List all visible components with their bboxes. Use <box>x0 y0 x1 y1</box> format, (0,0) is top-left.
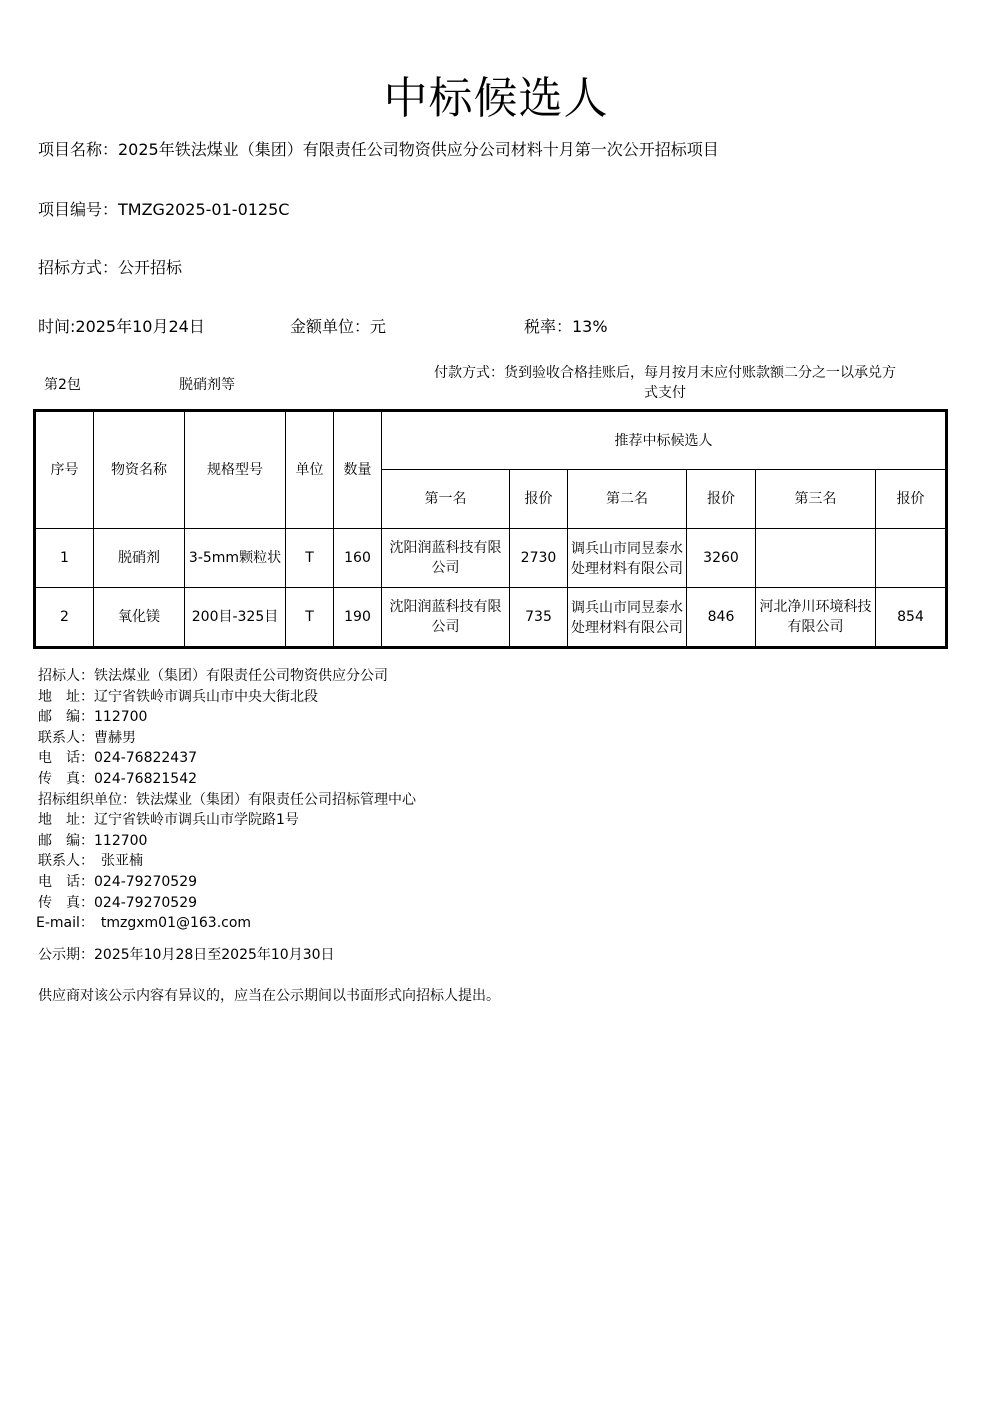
header-spec: 规格型号 <box>185 411 286 529</box>
cell-third-place <box>756 529 876 588</box>
payment-terms-line-2: 式支付 <box>644 385 686 401</box>
payment-terms <box>389 363 941 403</box>
header-third-place: 第三名 <box>756 470 876 529</box>
agency-fax: 传 真：024-79270529 <box>38 894 198 911</box>
cell-third-place: 河北净川环境科技有限公司 <box>756 588 876 648</box>
agency-phone: 电 话：024-79270529 <box>38 873 198 890</box>
cell-first-price: 2730 <box>510 529 568 588</box>
cell-third-price: 854 <box>876 588 947 648</box>
cell-unit: T <box>286 588 334 648</box>
notice-period: 公示期：2025年10月28日至2025年10月30日 <box>38 947 335 963</box>
agency: 招标组织单位：铁法煤业（集团）有限责任公司招标管理中心 <box>38 791 416 808</box>
tax-rate: 税率：13% <box>524 317 608 336</box>
cell-second-place <box>568 529 687 588</box>
header-first-place: 第一名 <box>382 470 510 529</box>
cell-second-price: 846 <box>687 588 756 648</box>
cell-third-price <box>876 529 947 588</box>
announcement-time: 时间:2025年10月24日 <box>38 317 205 336</box>
header-second-price: 报价 <box>687 470 756 529</box>
cell-first-place: 沈阳润蓝科技有限公司 <box>382 529 510 588</box>
tenderer-contact: 联系人：曹赫男 <box>38 729 136 746</box>
header-recommended-candidates: 推荐中标候选人 <box>382 411 947 470</box>
tenderer: 招标人：铁法煤业（集团）有限责任公司物资供应分公司 <box>38 668 388 684</box>
header-third-price: 报价 <box>876 470 947 529</box>
table-header-row <box>35 411 947 470</box>
cell-first-place: 沈阳润蓝科技有限公司 <box>382 588 510 648</box>
cell-material-name: 氧化镁 <box>94 588 185 648</box>
agency-address: 地 址：辽宁省铁岭市调兵山市学院路1号 <box>38 812 299 829</box>
bid-method: 招标方式：公开招标 <box>38 258 183 277</box>
cell-first-price: 735 <box>510 588 568 648</box>
page-title: 中标候选人 <box>383 73 609 124</box>
table-row <box>35 588 947 648</box>
agency-contact: 联系人： 张亚楠 <box>38 853 143 870</box>
table-row <box>35 529 947 588</box>
package-goods: 脱硝剂等 <box>179 377 235 393</box>
cell-second-price: 3260 <box>687 529 756 588</box>
header-second-place: 第二名 <box>568 470 687 529</box>
header-quantity: 数量 <box>334 411 382 529</box>
bid-candidates-table <box>33 409 948 649</box>
agency-email: E-mail： tmzgxm01@163.com <box>36 915 252 932</box>
tenderer-address: 地 址：辽宁省铁岭市调兵山市中央大街北段 <box>38 688 318 705</box>
cell-second-place <box>568 588 687 648</box>
cell-spec: 200目-325目 <box>185 588 286 648</box>
tenderer-zip: 邮 编：112700 <box>38 709 148 726</box>
project-name: 项目名称：2025年铁法煤业（集团）有限责任公司物资供应分公司材料十月第一次公开招标项目 <box>38 140 719 159</box>
header-first-price: 报价 <box>510 470 568 529</box>
cell-quantity: 160 <box>334 529 382 588</box>
tenderer-fax: 传 真：024-76821542 <box>38 770 198 787</box>
cell-second-place-text: 调兵山市同昱泰水处理材料有限公司 <box>571 540 683 577</box>
cell-second-place-text: 调兵山市同昱泰水处理材料有限公司 <box>571 599 683 636</box>
header-material-name: 物资名称 <box>94 411 185 529</box>
objection-notice: 供应商对该公示内容有异议的，应当在公示期间以书面形式向招标人提出。 <box>38 988 500 1004</box>
payment-terms-line-1: 付款方式：货到验收合格挂账后，每月按月末应付账款额二分之一以承兑方 <box>434 365 896 381</box>
header-unit: 单位 <box>286 411 334 529</box>
project-number: 项目编号：TMZG2025-01-0125C <box>38 200 290 219</box>
agency-zip: 邮 编：112700 <box>38 832 148 849</box>
package-number: 第2包 <box>44 377 81 393</box>
tenderer-phone: 电 话：024-76822437 <box>38 750 198 767</box>
currency-unit: 金额单位：元 <box>290 317 387 336</box>
cell-spec: 3-5mm颗粒状 <box>185 529 286 588</box>
cell-material-name: 脱硝剂 <box>94 529 185 588</box>
cell-unit: T <box>286 529 334 588</box>
cell-quantity: 190 <box>334 588 382 648</box>
cell-seq: 1 <box>35 529 94 588</box>
cell-seq: 2 <box>35 588 94 648</box>
contact-block <box>38 666 416 934</box>
header-seq: 序号 <box>35 411 94 529</box>
